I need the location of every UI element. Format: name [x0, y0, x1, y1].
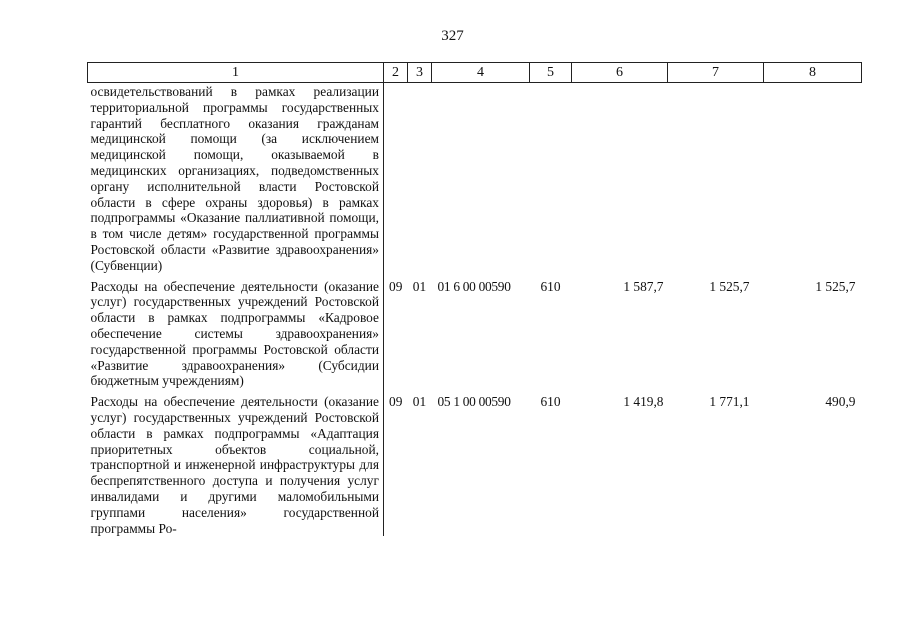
- target-article-code: 01 6 00 00590: [437, 278, 511, 294]
- page-number: 327: [441, 28, 464, 44]
- row-description: Расходы на обеспечение деятельности (оказание услуг) государственных учреждений Ростовской области в рамках подпрограммы «Кадровое обеспечение системы здравоохранения» государственной программы Ростовской области «Развитие здравоохранения» (Субсидии бюджетным учреждениям): [88, 274, 384, 390]
- table-row: [88, 389, 862, 536]
- column-header: 7: [668, 63, 764, 83]
- expense-type-code: 610: [540, 394, 561, 410]
- column-header: 5: [530, 63, 572, 83]
- column-header: 6: [572, 63, 668, 83]
- amount-col7: 1 771,1: [709, 394, 750, 410]
- budget-table: [87, 62, 862, 536]
- row-description: освидетельствований в рамках реализации территориальной программы государственных гарантий бесплатного оказания гражданам медицинской помощи (за исключением медицинской помощи, оказываемой в медицинских организациях, подведомственных органу исполнительной власти Ростовской области в сфере охраны здоровья) в рамках подпрограммы «Оказание паллиативной помощи, в том числе детям» государственной программы Ростовской области «Развитие здравоохранения» (Субвенции): [88, 83, 384, 274]
- amount-col8: [764, 83, 862, 274]
- amount-col6: 1 419,8: [623, 394, 664, 410]
- column-header: 1: [88, 63, 384, 83]
- amount-col6: 1 587,7: [623, 278, 664, 294]
- amount-col6: [572, 83, 668, 274]
- column-header: 4: [432, 63, 530, 83]
- column-header: 8: [764, 63, 862, 83]
- amount-col7: [668, 83, 764, 274]
- subsection-code: [408, 83, 432, 274]
- target-article-code: [432, 83, 530, 274]
- column-header: 3: [408, 63, 432, 83]
- section-code: [384, 83, 408, 274]
- table-row: [88, 274, 862, 390]
- target-article-code: 05 1 00 00590: [437, 394, 511, 410]
- amount-col8: 1 525,7: [815, 278, 856, 294]
- amount-col8: 490,9: [825, 394, 856, 410]
- section-code: 09: [389, 278, 403, 294]
- amount-col7: 1 525,7: [709, 278, 750, 294]
- subsection-code: 01: [412, 278, 427, 294]
- expense-type-code: [530, 83, 572, 274]
- subsection-code: 01: [412, 394, 427, 410]
- table-row: [88, 83, 862, 274]
- table-header-row: [88, 63, 862, 83]
- row-description: Расходы на обеспечение деятельности (оказание услуг) государственных учреждений Ростовской области в рамках подпрограммы «Адаптация приоритетных объектов социальной, транспортной и инженерной инфраструктуры для беспрепятственного доступа и получения услуг инвалидами и другими маломобильными группами населения» государственной программы Ро-: [88, 389, 384, 536]
- expense-type-code: 610: [540, 278, 561, 294]
- section-code: 09: [389, 394, 403, 410]
- column-header: 2: [384, 63, 408, 83]
